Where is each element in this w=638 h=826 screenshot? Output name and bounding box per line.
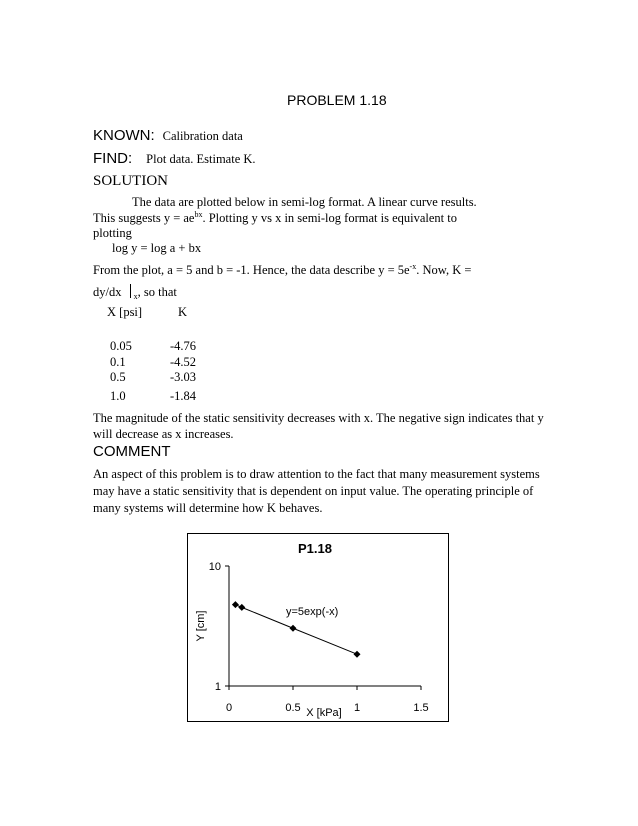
page-title: PROBLEM 1.18 [287, 92, 387, 108]
known-text: Calibration data [162, 129, 243, 143]
comment-line2: may have a static sensitivity that is dependent on input value. The operating principle of [93, 484, 534, 498]
x-tick-label: 1.5 [413, 702, 429, 714]
solution-p3-line2: will decrease as x increases. [93, 427, 234, 441]
solution-p2-line2-post: , so that [137, 285, 177, 299]
solution-p1-line2 [93, 210, 457, 226]
table-row-4-x: 1.0 [110, 389, 126, 403]
solution-p2-line2-sub: x [133, 292, 138, 301]
known-line [93, 127, 243, 145]
solution-p2-line1-pre: From the plot, a = 5 and b = -1. Hence, the data describe y = 5e [93, 263, 410, 277]
find-line [93, 150, 256, 168]
find-text: Plot data. Estimate K. [146, 152, 256, 166]
table-row-3-x: 0.5 [110, 370, 126, 384]
x-tick-label: 0 [225, 702, 233, 714]
solution-p2-line1-sup: -x [409, 261, 417, 271]
x-axis-label: X [kPa] [306, 707, 342, 719]
x-tick-label: 0.5 [285, 702, 301, 714]
known-label: KNOWN: [93, 127, 155, 144]
comment-line3: many systems will determine how K behaves. [93, 501, 323, 515]
solution-p2-line1 [93, 262, 471, 278]
chart-frame [187, 533, 449, 722]
solution-p1-line3: plotting [93, 226, 132, 240]
solution-p1-line2-post: . Plotting y vs x in semi-log format is equivalent to [202, 211, 457, 225]
solution-p2-line2-pre: dy/dx [93, 285, 122, 299]
y-tick-label: 10 [208, 561, 221, 573]
solution-p1-line2-pre: This suggests y = ae [93, 211, 195, 225]
table-row-2-x: 0.1 [110, 355, 126, 369]
table-row-2-k: -4.52 [170, 355, 197, 369]
solution-heading: SOLUTION [93, 173, 168, 189]
evaluation-bar [130, 284, 131, 298]
comment-heading: COMMENT [93, 443, 171, 460]
y-tick-label: 1 [214, 681, 221, 693]
solution-p1-line2-sup: bx [194, 209, 203, 219]
solution-p2-line2 [93, 284, 177, 300]
solution-p3-line1: The magnitude of the static sensitivity decreases with x. The negative sign indicates that y [93, 411, 544, 425]
chart-annotation: y=5exp(-x) [286, 606, 339, 618]
table-row-3-k: -3.03 [170, 370, 197, 384]
table-header-x: X [psi] [107, 305, 143, 319]
solution-equation: log y = log a + bx [112, 241, 202, 255]
table-row-4-k: -1.84 [170, 389, 197, 403]
table-row-1-k: -4.76 [170, 339, 197, 353]
table-header-k: K [178, 305, 188, 319]
y-axis-label: Y [cm] [195, 610, 207, 642]
comment-line1: An aspect of this problem is to draw attention to the fact that many measurement systems [93, 467, 540, 481]
x-tick-label: 1 [353, 702, 361, 714]
chart-title: P1.18 [298, 541, 332, 556]
solution-p2-line1-post: . Now, K = [416, 263, 472, 277]
find-label: FIND: [93, 150, 133, 167]
solution-p1-line1: The data are plotted below in semi-log format. A linear curve results. [132, 195, 477, 209]
table-row-1-x: 0.05 [110, 339, 132, 353]
